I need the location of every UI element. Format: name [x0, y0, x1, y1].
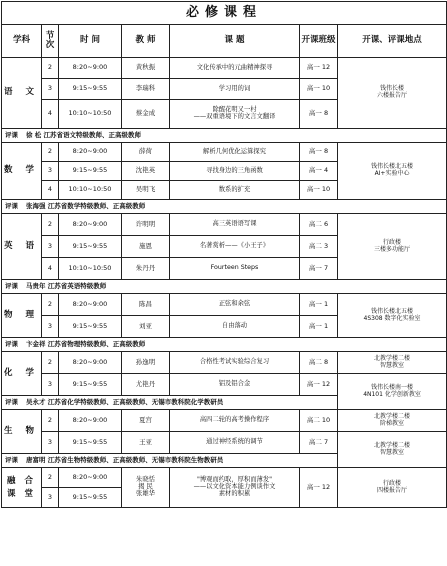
- teacher-cell: 刘亚: [122, 316, 170, 338]
- eval-label: 评课: [5, 130, 18, 139]
- class-cell: 高二 8: [300, 352, 338, 374]
- location-line: 行政楼: [383, 479, 402, 487]
- header-topic: 课 题: [170, 25, 300, 58]
- topic-line: 名著赏析——《小王子》: [199, 242, 270, 250]
- time-cell: 9:15~9:55: [59, 432, 122, 454]
- topic-cell: [170, 432, 300, 454]
- session-cell: 2: [42, 352, 59, 374]
- location-line: 钱伟长楼南一楼: [371, 383, 414, 391]
- subject-cell: 语 文: [2, 58, 42, 129]
- eval-label: 评课: [5, 455, 18, 464]
- topic-cell: [170, 316, 300, 338]
- location-line: 阶梯教室: [380, 419, 405, 427]
- time-cell: 9:15~9:55: [59, 316, 122, 338]
- teacher-cell: [122, 468, 170, 508]
- subject-cell: 物 理: [2, 294, 42, 338]
- eval-row: [2, 338, 447, 352]
- table-row: [2, 432, 447, 454]
- location-line: 钱伟长楼北五楼: [371, 163, 414, 171]
- time-cell: 8:20~9:00: [59, 468, 122, 488]
- schedule-table: [1, 1, 447, 508]
- teacher-cell: 李瑞科: [122, 79, 170, 100]
- teacher-cell: 吴明飞: [122, 181, 170, 200]
- eval-cell: [2, 129, 447, 143]
- topic-line: Fourteen Steps: [210, 264, 259, 272]
- topic-cell: [170, 468, 300, 508]
- class-cell: 高一 10: [300, 181, 338, 200]
- eval-cell: [2, 200, 447, 214]
- eval-label: 评课: [5, 201, 18, 210]
- topic-line: 正弦和余弦: [218, 300, 251, 308]
- page-title: 必修课程: [2, 2, 447, 25]
- time-cell: 9:15~9:55: [59, 162, 122, 181]
- topic-line: 数系的扩充: [218, 185, 251, 193]
- header-row: [2, 25, 447, 58]
- header-subject: 学科: [2, 25, 42, 58]
- location-line: 智慧教室: [380, 448, 405, 456]
- topic-cell: [170, 181, 300, 200]
- header-session: 节次: [42, 25, 59, 58]
- session-cell: 4: [42, 258, 59, 280]
- teacher-line: 揭 民: [138, 483, 153, 491]
- topic-line: 素材的积累: [218, 489, 251, 497]
- location-line: 4N101 化学创新教室: [363, 390, 421, 398]
- session-cell: 3: [42, 236, 59, 258]
- location-cell: [338, 58, 447, 129]
- class-cell: 高一 8: [300, 100, 338, 129]
- eval-label: 评课: [5, 339, 18, 348]
- teacher-cell: 夏宫: [122, 410, 170, 432]
- time-cell: 9:15~9:55: [59, 79, 122, 100]
- eval-text: 马贵年 江苏省英语特级教师: [26, 281, 107, 290]
- time-cell: 8:20~9:00: [59, 294, 122, 316]
- location-cell: [338, 410, 447, 432]
- title-row: [2, 2, 447, 25]
- table-row: [2, 143, 447, 162]
- topic-cell: [170, 143, 300, 162]
- eval-row: [2, 129, 447, 143]
- subject-cell: 化 学: [2, 352, 42, 396]
- eval-text: 徐 松 江苏省语文特级教师、正高级教师: [26, 130, 142, 139]
- location-line: 钱伟长楼: [380, 85, 405, 93]
- class-cell: 高一 1: [300, 316, 338, 338]
- topic-line: 除醒花明又一村: [212, 106, 257, 114]
- location-cell: [338, 294, 447, 338]
- eval-cell: [2, 338, 447, 352]
- teacher-cell: 孙逸明: [122, 352, 170, 374]
- class-cell: 高一 1: [300, 294, 338, 316]
- time-cell: 10:10~10:50: [59, 100, 122, 129]
- class-cell: 高一 12: [300, 374, 338, 396]
- time-cell: 8:20~9:00: [59, 410, 122, 432]
- location-cell: [338, 468, 447, 508]
- class-cell: 高二 7: [300, 432, 338, 454]
- topic-cell: [170, 258, 300, 280]
- topic-cell: [170, 79, 300, 100]
- location-cell: [338, 352, 447, 374]
- subject-cell: 数 学: [2, 143, 42, 200]
- teacher-cell: 许明明: [122, 214, 170, 236]
- table-row: [2, 374, 447, 396]
- teacher-cell: 朱丹丹: [122, 258, 170, 280]
- topic-line: ——双重语境下的文言文翻译: [193, 113, 276, 120]
- teacher-cell: 薛荷: [122, 143, 170, 162]
- topic-cell: [170, 162, 300, 181]
- time-cell: 8:20~9:00: [59, 352, 122, 374]
- location-line: 北教学楼二楼: [374, 354, 411, 362]
- session-cell: 2: [42, 468, 59, 488]
- class-cell: 高二 10: [300, 410, 338, 432]
- table-row: [2, 214, 447, 236]
- time-cell: 9:15~9:55: [59, 488, 122, 508]
- location-cell: [338, 143, 447, 200]
- location-line: 北教学楼二楼: [374, 412, 411, 420]
- location-line: AI+实验中心: [374, 170, 410, 177]
- topic-line: 解析几何优化运算探究: [203, 147, 266, 155]
- topic-line: 通过神经系统的调节: [206, 438, 263, 446]
- topic-line: 合格性考试实验综合复习: [199, 358, 270, 366]
- eval-text: 吴永才 江苏省化学特级教师、正高级教师、无锡市教科院化学教研员: [26, 397, 224, 406]
- eval-cell: [2, 396, 338, 410]
- eval-text: 卞金祥 江苏省物理特级教师、正高级教师: [26, 339, 146, 348]
- teacher-line: 张雄华: [136, 489, 155, 497]
- class-cell: 高一 12: [300, 468, 338, 508]
- topic-line: "博观而约取，厚积而薄发": [196, 476, 273, 484]
- class-cell: 高一 4: [300, 162, 338, 181]
- table-row: [2, 410, 447, 432]
- location-line: 4S308 数字化实验室: [363, 314, 421, 322]
- time-cell: 8:20~9:00: [59, 58, 122, 79]
- topic-line: 寻找身边的三角函数: [206, 166, 263, 174]
- time-cell: 8:20~9:00: [59, 143, 122, 162]
- location-line: 三楼多功能厅: [374, 245, 411, 253]
- table-row: [2, 294, 447, 316]
- session-cell: 2: [42, 214, 59, 236]
- class-cell: 高一 10: [300, 79, 338, 100]
- topic-line: 铝及铝合金: [218, 380, 251, 388]
- topic-cell: [170, 236, 300, 258]
- session-cell: 3: [42, 316, 59, 338]
- location-line: 北教学楼二楼: [374, 441, 411, 449]
- topic-line: 高四二轮的高考操作程序: [199, 416, 270, 424]
- teacher-cell: 蔡金成: [122, 100, 170, 129]
- topic-line: 自由落动: [221, 322, 248, 330]
- class-cell: 高一 12: [300, 58, 338, 79]
- location-line: 四楼报告厅: [377, 486, 408, 494]
- time-cell: 10:10~10:50: [59, 258, 122, 280]
- topic-line: 学习用的词: [218, 84, 251, 92]
- location-cell: [338, 374, 447, 410]
- session-cell: 2: [42, 143, 59, 162]
- topic-line: ——以文化资本能力例谈作文: [193, 483, 276, 491]
- session-cell: 3: [42, 162, 59, 181]
- topic-line: 高三英语语写课: [212, 220, 257, 228]
- session-cell: 3: [42, 374, 59, 396]
- teacher-cell: 施恩: [122, 236, 170, 258]
- session-cell: 2: [42, 410, 59, 432]
- teacher-cell: 陈昌: [122, 294, 170, 316]
- location-cell: [338, 432, 447, 468]
- time-cell: 9:15~9:55: [59, 236, 122, 258]
- time-cell: 10:10~10:50: [59, 181, 122, 200]
- topic-cell: [170, 352, 300, 374]
- eval-text: 唐富明 江苏省生物特级教师、正高级教师、无锡市教科院生物教研员: [26, 455, 224, 464]
- class-cell: 高二 6: [300, 214, 338, 236]
- topic-cell: [170, 374, 300, 396]
- location-line: 钱伟长楼北五楼: [371, 307, 414, 315]
- eval-label: 评课: [5, 281, 18, 290]
- table-row: [2, 58, 447, 79]
- teacher-cell: 王亚: [122, 432, 170, 454]
- eval-cell: [2, 454, 338, 468]
- table-row: [2, 468, 447, 488]
- time-cell: 8:20~9:00: [59, 214, 122, 236]
- location-cell: [338, 214, 447, 280]
- header-location: 开课、评课地点: [338, 25, 447, 58]
- header-time: 时 间: [59, 25, 122, 58]
- teacher-line: 朱晓恬: [136, 476, 155, 484]
- schedule-page: [1, 1, 446, 564]
- class-cell: 高一 7: [300, 258, 338, 280]
- session-cell: 3: [42, 432, 59, 454]
- session-cell: 2: [42, 294, 59, 316]
- eval-row: [2, 280, 447, 294]
- eval-cell: [2, 280, 447, 294]
- header-class: 开课班级: [300, 25, 338, 58]
- header-teacher: 教 师: [122, 25, 170, 58]
- topic-cell: [170, 214, 300, 236]
- topic-cell: [170, 100, 300, 129]
- eval-row: [2, 200, 447, 214]
- subject-cell: 生 物: [2, 410, 42, 454]
- session-cell: 4: [42, 181, 59, 200]
- location-line: 智慧教室: [380, 361, 405, 369]
- session-cell: 2: [42, 58, 59, 79]
- eval-text: 张海强 江苏省数学特级教师、正高级教师: [26, 201, 146, 210]
- session-cell: 3: [42, 488, 59, 508]
- time-cell: 9:15~9:55: [59, 374, 122, 396]
- location-line: 行政楼: [383, 238, 402, 246]
- topic-cell: [170, 58, 300, 79]
- teacher-cell: 黄秋振: [122, 58, 170, 79]
- topic-cell: [170, 410, 300, 432]
- session-cell: 4: [42, 100, 59, 129]
- class-cell: 高二 3: [300, 236, 338, 258]
- subject-cell: 融 合 课 堂: [2, 468, 42, 508]
- topic-line: 文化传承中的元曲精神探寻: [196, 63, 273, 71]
- topic-cell: [170, 294, 300, 316]
- eval-label: 评课: [5, 397, 18, 406]
- session-cell: 3: [42, 79, 59, 100]
- location-line: 六楼报告厅: [377, 92, 408, 99]
- teacher-cell: 沈艳英: [122, 162, 170, 181]
- teacher-cell: 尤艳丹: [122, 374, 170, 396]
- class-cell: 高一 8: [300, 143, 338, 162]
- subject-cell: 英 语: [2, 214, 42, 280]
- table-row: [2, 352, 447, 374]
